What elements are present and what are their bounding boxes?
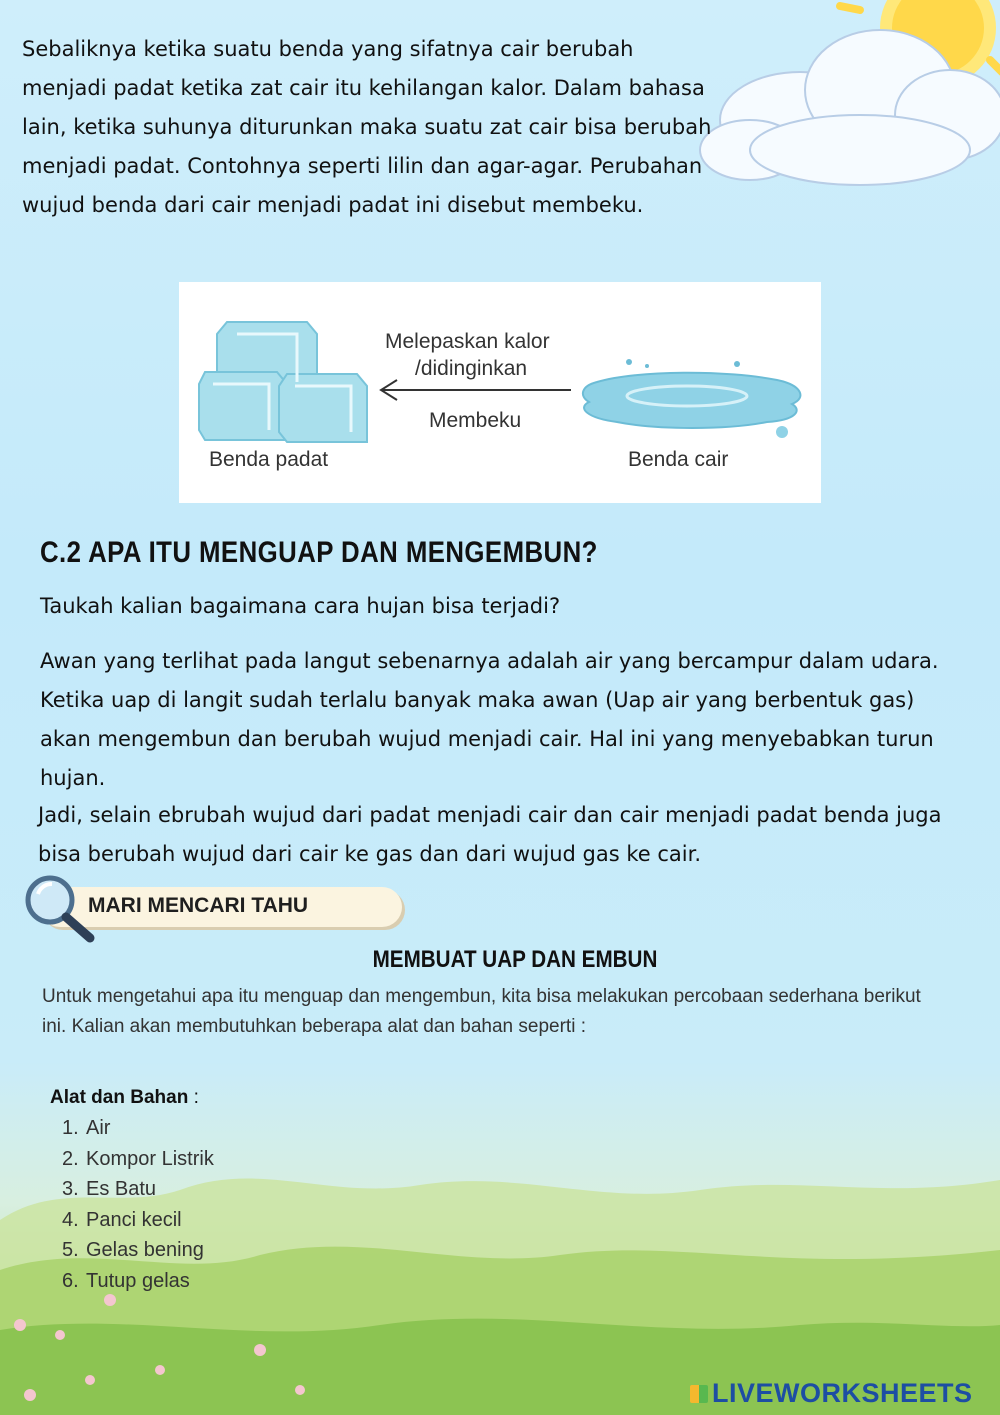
liveworksheets-icon [690,1385,708,1403]
list-text: Es Batu [86,1178,157,1200]
list-item [62,1113,214,1144]
tools-title [50,1087,199,1109]
water-puddle-icon [577,352,807,442]
solid-label: Benda padat [209,448,329,471]
list-number: 2. [62,1147,79,1170]
list-text: Kompor Listrik [86,1147,214,1170]
list-item [62,1266,214,1297]
intro-paragraph: Sebaliknya ketika suatu benda yang sifatnya cair berubah menjadi padat ketika zat cair itu kehilangan kalor. Dalam bahasa lain, ketika suhunya diturunkan maka suatu zat cair bisa berubah menjadi padat. Contohnya seperti lilin dan agar-agar. Perubahan wujud benda dari cair menjadi padat ini disebut membeku. [22,37,712,217]
experiment-intro: Untuk mengetahui apa itu menguap dan mengembun, kita bisa melakukan percobaan sederhana berikut ini. Kalian akan membutuhkan beberapa alat dan bahan seperti : [42,986,921,1037]
list-text: Gelas bening [86,1239,204,1261]
ice-cubes-icon [197,312,377,452]
list-number: 1. [62,1117,79,1139]
logo-text: LIVEWORKSHEETS [712,1378,973,1408]
experiment-title: MEMBUAT UAP DAN EMBUN [372,946,658,973]
sun-cloud-illustration [690,0,1000,200]
question-text: Taukah kalian bagaimana cara hujan bisa terjadi? [40,594,561,618]
tools-title-text: Alat dan Bahan [50,1087,189,1108]
list-item [62,1205,214,1236]
liquid-label: Benda cair [628,448,729,471]
list-number: 3. [62,1178,79,1200]
list-item [62,1174,214,1205]
rain-paragraph: Awan yang terlihat pada langut sebenarnya adalah air yang bercampur dalam udara. Ketika uap di langit sudah terlalu banyak maka awan (Uap air yang berbentuk gas) akan mengembun dan berubah wujud menjadi cair. Hal ini yang menyebabkan turun hujan. [40,649,939,790]
list-text: Tutup gelas [86,1269,190,1292]
list-number: 5. [62,1239,79,1261]
section-heading: C.2 APA ITU MENGUAP DAN MENGEMBUN? [40,536,598,569]
list-number: 4. [62,1208,79,1231]
arrow-left-icon [375,378,575,402]
list-text: Panci kecil [86,1208,182,1231]
tools-list [62,1113,214,1296]
list-item [62,1144,214,1175]
tools-title-colon: : [193,1087,199,1108]
list-text: Air [86,1117,111,1139]
summary-paragraph: Jadi, selain ebrubah wujud dari padat menjadi cair dan cair menjadi padat benda juga bisa berubah wujud dari cair ke gas dan dari wujud gas ke cair. [38,803,942,866]
list-item [62,1235,214,1266]
list-number: 6. [62,1269,79,1292]
magnifier-icon [20,872,100,944]
arrow-label-line2: /didinginkan [415,357,528,380]
arrow-label-line1: Melepaskan kalor [385,330,550,353]
liveworksheets-logo[interactable] [690,1378,973,1409]
badge-label: MARI MENCARI TAHU [88,894,309,917]
process-label: Membeku [429,409,522,432]
freezing-diagram [179,282,821,503]
